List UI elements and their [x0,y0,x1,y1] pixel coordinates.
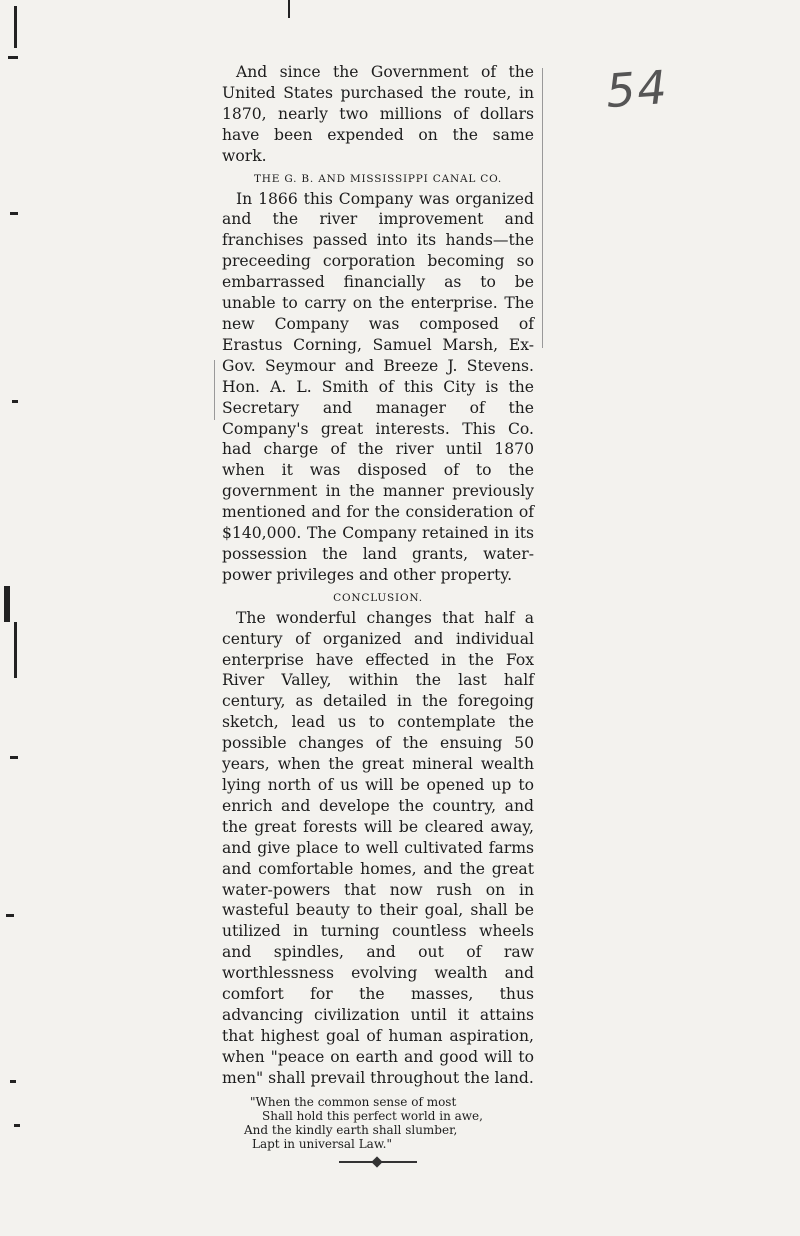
intro-paragraph: And since the Government of the United States purchased the route, in 1870, nearly two millions of dollars have been expended on the same work. [222,63,534,165]
article-column [222,62,534,1163]
conclusion-heading: CONCLUSION. [333,591,423,604]
margin-mark [12,400,18,403]
margin-mark [6,914,14,917]
margin-mark [14,6,17,48]
margin-mark [214,360,215,420]
margin-mark [542,68,543,348]
conclusion-paragraph: The wonderful changes that half a century of organized and individual enterprise have effected in the Fox River Valley, within the last half century, as detailed in the foregoing sketch, lead us to contemplate the possible changes of the ensuing 50 years, when the great mineral wealth lying north of us will be opened up to enrich and develope the country, and the great forests will be cleared away, and give place to well cultivated farms and comfortable homes, and the great water-powers that now rush on in wasteful beauty to their goal, shall be utilized in turning countless wheels and spindles, and out of raw worthlessness evolving wealth and comfort for the masses, thus advancing civilization until it attains that highest goal of human aspiration, when "peace on earth and good will to men" shall prevail throughout the land. [222,608,534,1087]
margin-mark [10,212,18,215]
section-heading: THE G. B. AND MISSISSIPPI CANAL CO. [253,172,503,185]
page-number: 54 [604,59,671,119]
poem-line: And the kindly earth shall slumber, [244,1122,458,1137]
poem-line: "When the common sense of most [250,1094,457,1109]
end-rule-ornament [339,1161,417,1163]
margin-mark [14,622,17,678]
company-paragraph: In 1866 this Company was organized and the river improvement and franchises passed into its hands—the preceeding corporation becoming so embarrassed financially as to be unable to carry on the enterprise. The new Company was composed of Erastus Corning, Samuel Marsh, Ex-Gov. Seymour and Breeze J. Stevens. Hon. A. L. Smith of this City is the Secretary and manager of the Company's great interests. This Co. had charge of the river until 1870 when it was disposed of to the government in the manner previously mentioned and for the consideration of $140,000. The Company retained in its possession the land grants, water-power privileges and other property. [222,189,534,584]
margin-mark [10,1080,16,1083]
poem-line: Lapt in universal Law." [252,1136,393,1151]
margin-mark [288,0,290,18]
margin-mark [10,756,18,759]
margin-mark [8,56,18,59]
margin-mark [4,586,10,622]
poem-line: Shall hold this perfect world in awe, [262,1108,483,1123]
margin-mark [14,1124,20,1127]
poem-quote [222,1095,534,1151]
